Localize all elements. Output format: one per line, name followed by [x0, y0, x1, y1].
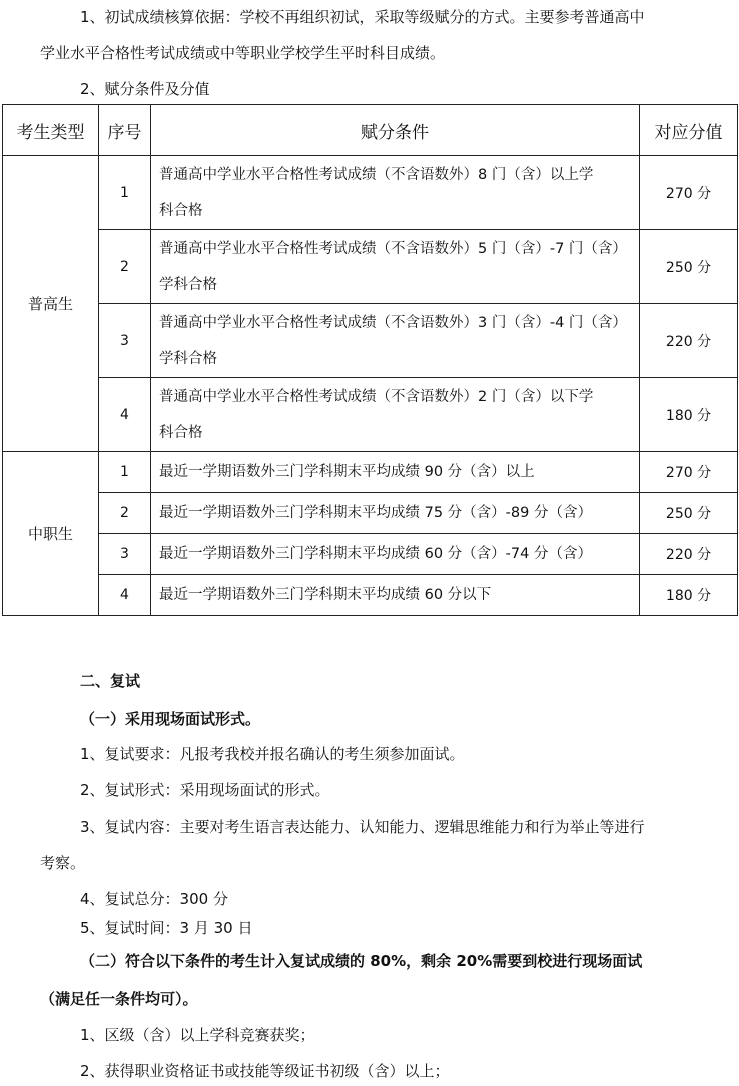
- retest-item-4: 4、复试总分：300 分: [80, 890, 228, 908]
- row-score: 270 分: [640, 156, 738, 230]
- row-number: 3: [99, 304, 151, 378]
- retest-item-3-line-2: 考察。: [40, 854, 86, 872]
- row-score: 250 分: [640, 493, 738, 534]
- row-score: 220 分: [640, 534, 738, 575]
- retest-heading: 二、复试: [80, 672, 141, 690]
- score-table: [2, 104, 738, 616]
- row-condition-line-1: 普通高中学业水平合格性考试成绩（不含语数外）3 门（含）-4 门（含）: [159, 314, 627, 331]
- row-score: 250 分: [640, 230, 738, 304]
- table-row: [3, 493, 738, 534]
- type-cell-high-school: 普高生: [3, 156, 99, 452]
- table-row: [3, 534, 738, 575]
- retest-subheading-1: （一）采用现场面试形式。: [80, 710, 261, 728]
- row-number: 4: [99, 575, 151, 616]
- row-condition: [151, 304, 640, 378]
- row-score: 220 分: [640, 304, 738, 378]
- header-score: 对应分值: [640, 105, 738, 156]
- table-row: [3, 575, 738, 616]
- row-number: 1: [99, 452, 151, 493]
- table-row: [3, 156, 738, 230]
- table-row: [3, 378, 738, 452]
- row-number: 2: [99, 230, 151, 304]
- intro-paragraph-2: 2、赋分条件及分值: [80, 80, 210, 98]
- type-cell-vocational: 中职生: [3, 452, 99, 616]
- row-condition: [151, 378, 640, 452]
- row-condition: 最近一学期语数外三门学科期末平均成绩 75 分（含）-89 分（含）: [151, 493, 640, 534]
- row-condition: [151, 156, 640, 230]
- retest-subheading-2-line-2: （满足任一条件均可）。: [40, 990, 198, 1008]
- row-score: 270 分: [640, 452, 738, 493]
- row-condition-line-1: 普通高中学业水平合格性考试成绩（不含语数外）8 门（含）以上学: [159, 166, 594, 183]
- row-condition: 最近一学期语数外三门学科期末平均成绩 60 分以下: [151, 575, 640, 616]
- row-condition-line-2: 学科合格: [159, 276, 217, 293]
- retest-item-2: 2、复试形式：采用现场面试的形式。: [80, 781, 330, 799]
- table-header-row: [3, 105, 738, 156]
- intro-paragraph-1-line-2: 学业水平合格性考试成绩或中等职业学校学生平时科目成绩。: [40, 44, 446, 62]
- retest-item-5: 5、复试时间：3 月 30 日: [80, 919, 253, 937]
- row-score: 180 分: [640, 378, 738, 452]
- retest-condition-1: 1、区级（含）以上学科竞赛获奖；: [80, 1026, 315, 1044]
- table-row: [3, 452, 738, 493]
- retest-subheading-2-line-1: （二）符合以下条件的考生计入复试成绩的 80%，剩余 20%需要到校进行现场面试: [80, 952, 643, 970]
- row-condition-line-2: 学科合格: [159, 350, 217, 367]
- row-condition: 最近一学期语数外三门学科期末平均成绩 60 分（含）-74 分（含）: [151, 534, 640, 575]
- row-number: 2: [99, 493, 151, 534]
- retest-item-3-line-1: 3、复试内容：主要对考生语言表达能力、认知能力、逻辑思维能力和行为举止等进行: [80, 818, 645, 836]
- retest-item-1: 1、复试要求：凡报考我校并报名确认的考生须参加面试。: [80, 745, 465, 763]
- table-row: [3, 304, 738, 378]
- row-condition-line-2: 科合格: [159, 424, 203, 441]
- row-score: 180 分: [640, 575, 738, 616]
- row-number: 1: [99, 156, 151, 230]
- header-condition: 赋分条件: [151, 105, 640, 156]
- row-condition-line-2: 科合格: [159, 202, 203, 219]
- row-condition: 最近一学期语数外三门学科期末平均成绩 90 分（含）以上: [151, 452, 640, 493]
- row-condition: [151, 230, 640, 304]
- header-candidate-type: 考生类型: [3, 105, 99, 156]
- row-number: 4: [99, 378, 151, 452]
- retest-condition-2: 2、获得职业资格证书或技能等级证书初级（含）以上；: [80, 1062, 450, 1080]
- row-condition-line-1: 普通高中学业水平合格性考试成绩（不含语数外）5 门（含）-7 门（含）: [159, 240, 627, 257]
- row-number: 3: [99, 534, 151, 575]
- table-row: [3, 230, 738, 304]
- row-condition-line-1: 普通高中学业水平合格性考试成绩（不含语数外）2 门（含）以下学: [159, 388, 594, 405]
- header-number: 序号: [99, 105, 151, 156]
- intro-paragraph-1-line-1: 1、初试成绩核算依据：学校不再组织初试，采取等级赋分的方式。主要参考普通高中: [80, 8, 645, 26]
